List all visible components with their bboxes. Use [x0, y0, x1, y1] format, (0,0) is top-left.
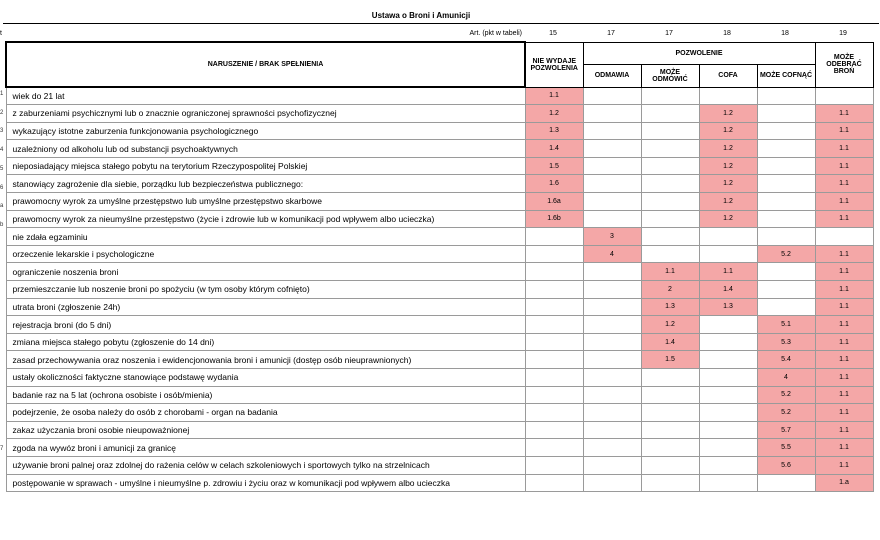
cell-cofa: 1.1	[699, 263, 757, 281]
cell-moze-cofnac	[757, 263, 815, 281]
cell-odmawia	[583, 351, 641, 369]
cell-odmawia: 4	[583, 245, 641, 263]
table-row	[6, 439, 873, 457]
table-row	[6, 210, 873, 228]
violation-text: nieposiadający miejsca stałego pobytu na terytorium Rzeczypospolitej Polskiej	[6, 157, 525, 175]
cell-moze-odmowic	[641, 456, 699, 474]
row-marker: 1	[0, 91, 4, 97]
cell-odmawia	[583, 386, 641, 404]
violation-text: zgoda na wywóz broni i amunicji za granicę	[6, 439, 525, 457]
cell-cofa: 1.2	[699, 210, 757, 228]
cell-moze-odebrac	[815, 87, 873, 105]
cell-moze-odmowic	[641, 193, 699, 211]
cell-moze-odmowic	[641, 122, 699, 140]
cell-nie-wydaje: 1.6	[525, 175, 583, 193]
cell-nie-wydaje	[525, 404, 583, 422]
violation-text: ograniczenie noszenia broni	[6, 263, 525, 281]
table-row	[6, 263, 873, 281]
art-number-cofa: 18	[723, 30, 731, 37]
cell-cofa: 1.2	[699, 175, 757, 193]
cell-moze-odmowic	[641, 245, 699, 263]
cell-odmawia	[583, 193, 641, 211]
cell-cofa	[699, 333, 757, 351]
art-number-odmawia: 17	[607, 30, 615, 37]
cell-nie-wydaje	[525, 421, 583, 439]
cell-cofa	[699, 87, 757, 105]
cell-odmawia	[583, 175, 641, 193]
cell-cofa: 1.3	[699, 298, 757, 316]
cell-cofa: 1.4	[699, 281, 757, 299]
cell-odmawia	[583, 157, 641, 175]
violation-text: prawomocny wyrok za umyślne przestępstwo lub umyślne przestępstwo skarbowe	[6, 193, 525, 211]
cell-moze-odebrac: 1.1	[815, 175, 873, 193]
cell-moze-odebrac: 1.1	[815, 193, 873, 211]
cell-moze-odebrac: 1.1	[815, 316, 873, 334]
cell-odmawia	[583, 474, 641, 492]
cell-moze-cofnac: 5.7	[757, 421, 815, 439]
cell-moze-odmowic	[641, 404, 699, 422]
cell-nie-wydaje	[525, 369, 583, 387]
cell-cofa	[699, 351, 757, 369]
cell-moze-odebrac: 1.1	[815, 281, 873, 299]
moze-odebrac-header: MOŻE ODEBRAĆ BROŃ	[815, 42, 873, 87]
table-row	[6, 474, 873, 492]
cell-moze-odebrac: 1.1	[815, 351, 873, 369]
cell-moze-odmowic	[641, 140, 699, 158]
cell-moze-odebrac: 1.1	[815, 456, 873, 474]
cell-odmawia	[583, 210, 641, 228]
cell-moze-odebrac: 1.1	[815, 421, 873, 439]
cell-nie-wydaje	[525, 474, 583, 492]
cell-cofa	[699, 474, 757, 492]
cell-nie-wydaje	[525, 386, 583, 404]
violation-text: z zaburzeniami psychicznymi lub o znacznie ograniczonej sprawności psychofizycznej	[6, 105, 525, 123]
cell-nie-wydaje	[525, 281, 583, 299]
cell-odmawia	[583, 281, 641, 299]
cell-moze-odebrac: 1.1	[815, 404, 873, 422]
cell-moze-cofnac: 5.5	[757, 439, 815, 457]
cell-moze-odmowic	[641, 105, 699, 123]
row-marker: a	[0, 203, 4, 210]
cell-moze-odmowic	[641, 386, 699, 404]
cell-moze-cofnac: 5.4	[757, 351, 815, 369]
cell-cofa	[699, 404, 757, 422]
cell-moze-cofnac: 5.2	[757, 404, 815, 422]
odmawia-header: ODMAWIA	[583, 64, 641, 87]
cell-moze-odmowic	[641, 87, 699, 105]
cell-odmawia	[583, 122, 641, 140]
violations-table	[5, 41, 874, 492]
cell-moze-cofnac	[757, 474, 815, 492]
cell-nie-wydaje: 1.6a	[525, 193, 583, 211]
cell-moze-cofnac: 5.2	[757, 245, 815, 263]
cell-moze-odebrac: 1.1	[815, 263, 873, 281]
art-number-moze-cofnac: 18	[781, 30, 789, 37]
cell-moze-odebrac: 1.1	[815, 333, 873, 351]
cell-moze-odmowic	[641, 369, 699, 387]
cell-cofa	[699, 228, 757, 246]
cell-cofa: 1.2	[699, 122, 757, 140]
cell-cofa	[699, 369, 757, 387]
cell-nie-wydaje	[525, 228, 583, 246]
table-row	[6, 175, 873, 193]
cell-nie-wydaje	[525, 298, 583, 316]
cell-moze-odebrac: 1.1	[815, 140, 873, 158]
nie-wydaje-header: NIE WYDAJE POZWOLENIA	[525, 42, 583, 87]
cell-odmawia	[583, 369, 641, 387]
cell-cofa	[699, 456, 757, 474]
row-marker: 2	[0, 109, 4, 116]
cell-odmawia	[583, 421, 641, 439]
cell-nie-wydaje	[525, 456, 583, 474]
cell-odmawia	[583, 105, 641, 123]
cell-nie-wydaje	[525, 439, 583, 457]
table-row	[6, 122, 873, 140]
cell-cofa	[699, 245, 757, 263]
table-row	[6, 456, 873, 474]
row-marker: 6	[0, 184, 4, 191]
table-row	[6, 404, 873, 422]
violation-text: zmiana miejsca stałego pobytu (zgłoszenie do 14 dni)	[6, 333, 525, 351]
cell-nie-wydaje	[525, 316, 583, 334]
moze-odmowic-header: MOŻE ODMÓWIĆ	[641, 64, 699, 87]
row-marker: b	[0, 221, 4, 228]
cell-moze-cofnac: 5.2	[757, 386, 815, 404]
violation-text: wiek do 21 lat	[6, 87, 525, 105]
cell-moze-odmowic: 1.5	[641, 351, 699, 369]
cell-moze-odmowic: 2	[641, 281, 699, 299]
cell-nie-wydaje	[525, 263, 583, 281]
art-number-nie-wydaje: 15	[549, 30, 557, 37]
violation-text: wykazujący istotne zaburzenia funkcjonowania psychologicznego	[6, 122, 525, 140]
table-row	[6, 140, 873, 158]
table-row	[6, 421, 873, 439]
cell-moze-cofnac	[757, 210, 815, 228]
table-row	[6, 157, 873, 175]
cell-odmawia	[583, 87, 641, 105]
cell-moze-odmowic: 1.1	[641, 263, 699, 281]
cell-moze-cofnac	[757, 157, 815, 175]
cell-cofa	[699, 386, 757, 404]
violation-text: rejestracja broni (do 5 dni)	[6, 316, 525, 334]
cell-moze-odebrac: 1.1	[815, 122, 873, 140]
cell-moze-odmowic	[641, 210, 699, 228]
violation-text: zakaz użyczania broni osobie nieupoważnionej	[6, 421, 525, 439]
cell-moze-cofnac: 5.3	[757, 333, 815, 351]
violation-text: postępowanie w sprawach - umyślne i nieumyślne p. zdrowiu i życiu oraz w komunikacji pod wpływem albo ucieczka	[6, 474, 525, 492]
violation-text: utrata broni (zgłoszenie 24h)	[6, 298, 525, 316]
violation-text: prawomocny wyrok za nieumyślne przestępstwo (życie i zdrowie lub w komunikacji pod wpływem albo ucieczka)	[6, 210, 525, 228]
table-row	[6, 281, 873, 299]
table-row	[6, 228, 873, 246]
violation-text: badanie raz na 5 lat (ochrona osobiste i osób/mienia)	[6, 386, 525, 404]
title-divider	[3, 23, 879, 24]
table-row	[6, 369, 873, 387]
cell-moze-odebrac: 1.1	[815, 298, 873, 316]
cell-moze-odebrac: 1.1	[815, 245, 873, 263]
cell-nie-wydaje: 1.6b	[525, 210, 583, 228]
cell-moze-cofnac	[757, 87, 815, 105]
cell-moze-odmowic: 1.2	[641, 316, 699, 334]
art-number-moze-odmowic: 17	[665, 30, 673, 37]
cell-nie-wydaje: 1.3	[525, 122, 583, 140]
cell-nie-wydaje: 1.1	[525, 87, 583, 105]
cell-moze-odebrac: 1.1	[815, 386, 873, 404]
cell-moze-cofnac: 4	[757, 369, 815, 387]
cell-cofa	[699, 316, 757, 334]
cell-moze-odmowic	[641, 439, 699, 457]
cell-moze-odmowic	[641, 175, 699, 193]
cell-cofa: 1.2	[699, 193, 757, 211]
pozwolenie-group-header: POZWOLENIE	[583, 42, 815, 64]
violation-text: używanie broni palnej oraz zdolnej do rażenia celów w celach szkoleniowych i sportowych tylko na strzelnicach	[6, 456, 525, 474]
cell-moze-odebrac: 1.1	[815, 105, 873, 123]
cell-nie-wydaje: 1.5	[525, 157, 583, 175]
cell-cofa: 1.2	[699, 140, 757, 158]
cell-odmawia	[583, 404, 641, 422]
violation-text: zasad przechowywania oraz noszenia i ewidencjonowania broni i amunicji (dostęp osób nieuprawnionych)	[6, 351, 525, 369]
cell-moze-odmowic: 1.3	[641, 298, 699, 316]
cell-cofa	[699, 421, 757, 439]
table-row	[6, 87, 873, 105]
cell-nie-wydaje	[525, 245, 583, 263]
cell-odmawia	[583, 333, 641, 351]
moze-cofnac-header: MOŻE COFNĄĆ	[757, 64, 815, 87]
violation-text: stanowiący zagrożenie dla siebie, porządku lub bezpieczeństwa publicznego:	[6, 175, 525, 193]
row-marker: 3	[0, 128, 4, 135]
violation-text: nie zdała egzaminiu	[6, 228, 525, 246]
cell-moze-odmowic	[641, 228, 699, 246]
cell-moze-cofnac	[757, 105, 815, 123]
art-number-moze-odebrac: 19	[839, 30, 847, 37]
table-row	[6, 333, 873, 351]
cell-nie-wydaje	[525, 333, 583, 351]
cofa-header: COFA	[699, 64, 757, 87]
cell-cofa	[699, 439, 757, 457]
cell-moze-odmowic	[641, 421, 699, 439]
violation-text: orzeczenie lekarskie i psychologiczne	[6, 245, 525, 263]
cell-moze-cofnac	[757, 140, 815, 158]
cell-odmawia	[583, 456, 641, 474]
cell-moze-odebrac: 1.1	[815, 210, 873, 228]
cell-moze-odmowic	[641, 474, 699, 492]
table-row	[6, 386, 873, 404]
cell-moze-odebrac	[815, 228, 873, 246]
cell-moze-odebrac: 1.a	[815, 474, 873, 492]
cell-moze-cofnac	[757, 228, 815, 246]
cell-odmawia	[583, 263, 641, 281]
violation-text: uzależniony od alkoholu lub od substancji psychoaktywnych	[6, 140, 525, 158]
cell-nie-wydaje: 1.4	[525, 140, 583, 158]
cell-odmawia	[583, 140, 641, 158]
violations-table-body	[6, 87, 873, 492]
cell-moze-cofnac	[757, 281, 815, 299]
cell-nie-wydaje: 1.2	[525, 105, 583, 123]
table-row	[6, 105, 873, 123]
cell-cofa: 1.2	[699, 157, 757, 175]
cell-moze-cofnac	[757, 193, 815, 211]
cell-moze-odebrac: 1.1	[815, 439, 873, 457]
row-marker: 7	[0, 446, 4, 453]
violation-text: ustały okoliczności faktyczne stanowiące podstawę wydania	[6, 369, 525, 387]
cell-nie-wydaje	[525, 351, 583, 369]
cell-moze-odebrac: 1.1	[815, 369, 873, 387]
cell-moze-cofnac	[757, 175, 815, 193]
violation-column-header: NARUSZENIE / BRAK SPEŁNIENIA	[6, 42, 525, 87]
table-row	[6, 298, 873, 316]
article-label: Art. (pkt w tabeli)	[469, 30, 522, 37]
cell-moze-odmowic: 1.4	[641, 333, 699, 351]
document-title: Ustawa o Broni i Amunicji	[371, 11, 471, 20]
cell-moze-cofnac	[757, 122, 815, 140]
cell-odmawia: 3	[583, 228, 641, 246]
cell-moze-cofnac: 5.1	[757, 316, 815, 334]
table-row	[6, 316, 873, 334]
cell-moze-cofnac: 5.6	[757, 456, 815, 474]
cell-odmawia	[583, 439, 641, 457]
violation-text: podejrzenie, że osoba należy do osób z chorobami - organ na badania	[6, 404, 525, 422]
cell-odmawia	[583, 298, 641, 316]
cell-cofa: 1.2	[699, 105, 757, 123]
table-row	[6, 193, 873, 211]
violation-text: przemieszczanie lub noszenie broni po spożyciu (w tym osoby którym cofnięto)	[6, 281, 525, 299]
cell-moze-odmowic	[641, 157, 699, 175]
cell-moze-cofnac	[757, 298, 815, 316]
cell-moze-odebrac: 1.1	[815, 157, 873, 175]
table-row	[6, 351, 873, 369]
table-row	[6, 245, 873, 263]
row-marker: 4	[0, 147, 4, 154]
cell-odmawia	[583, 316, 641, 334]
row-marker: 5	[0, 165, 4, 172]
left-marker: t	[0, 30, 2, 37]
